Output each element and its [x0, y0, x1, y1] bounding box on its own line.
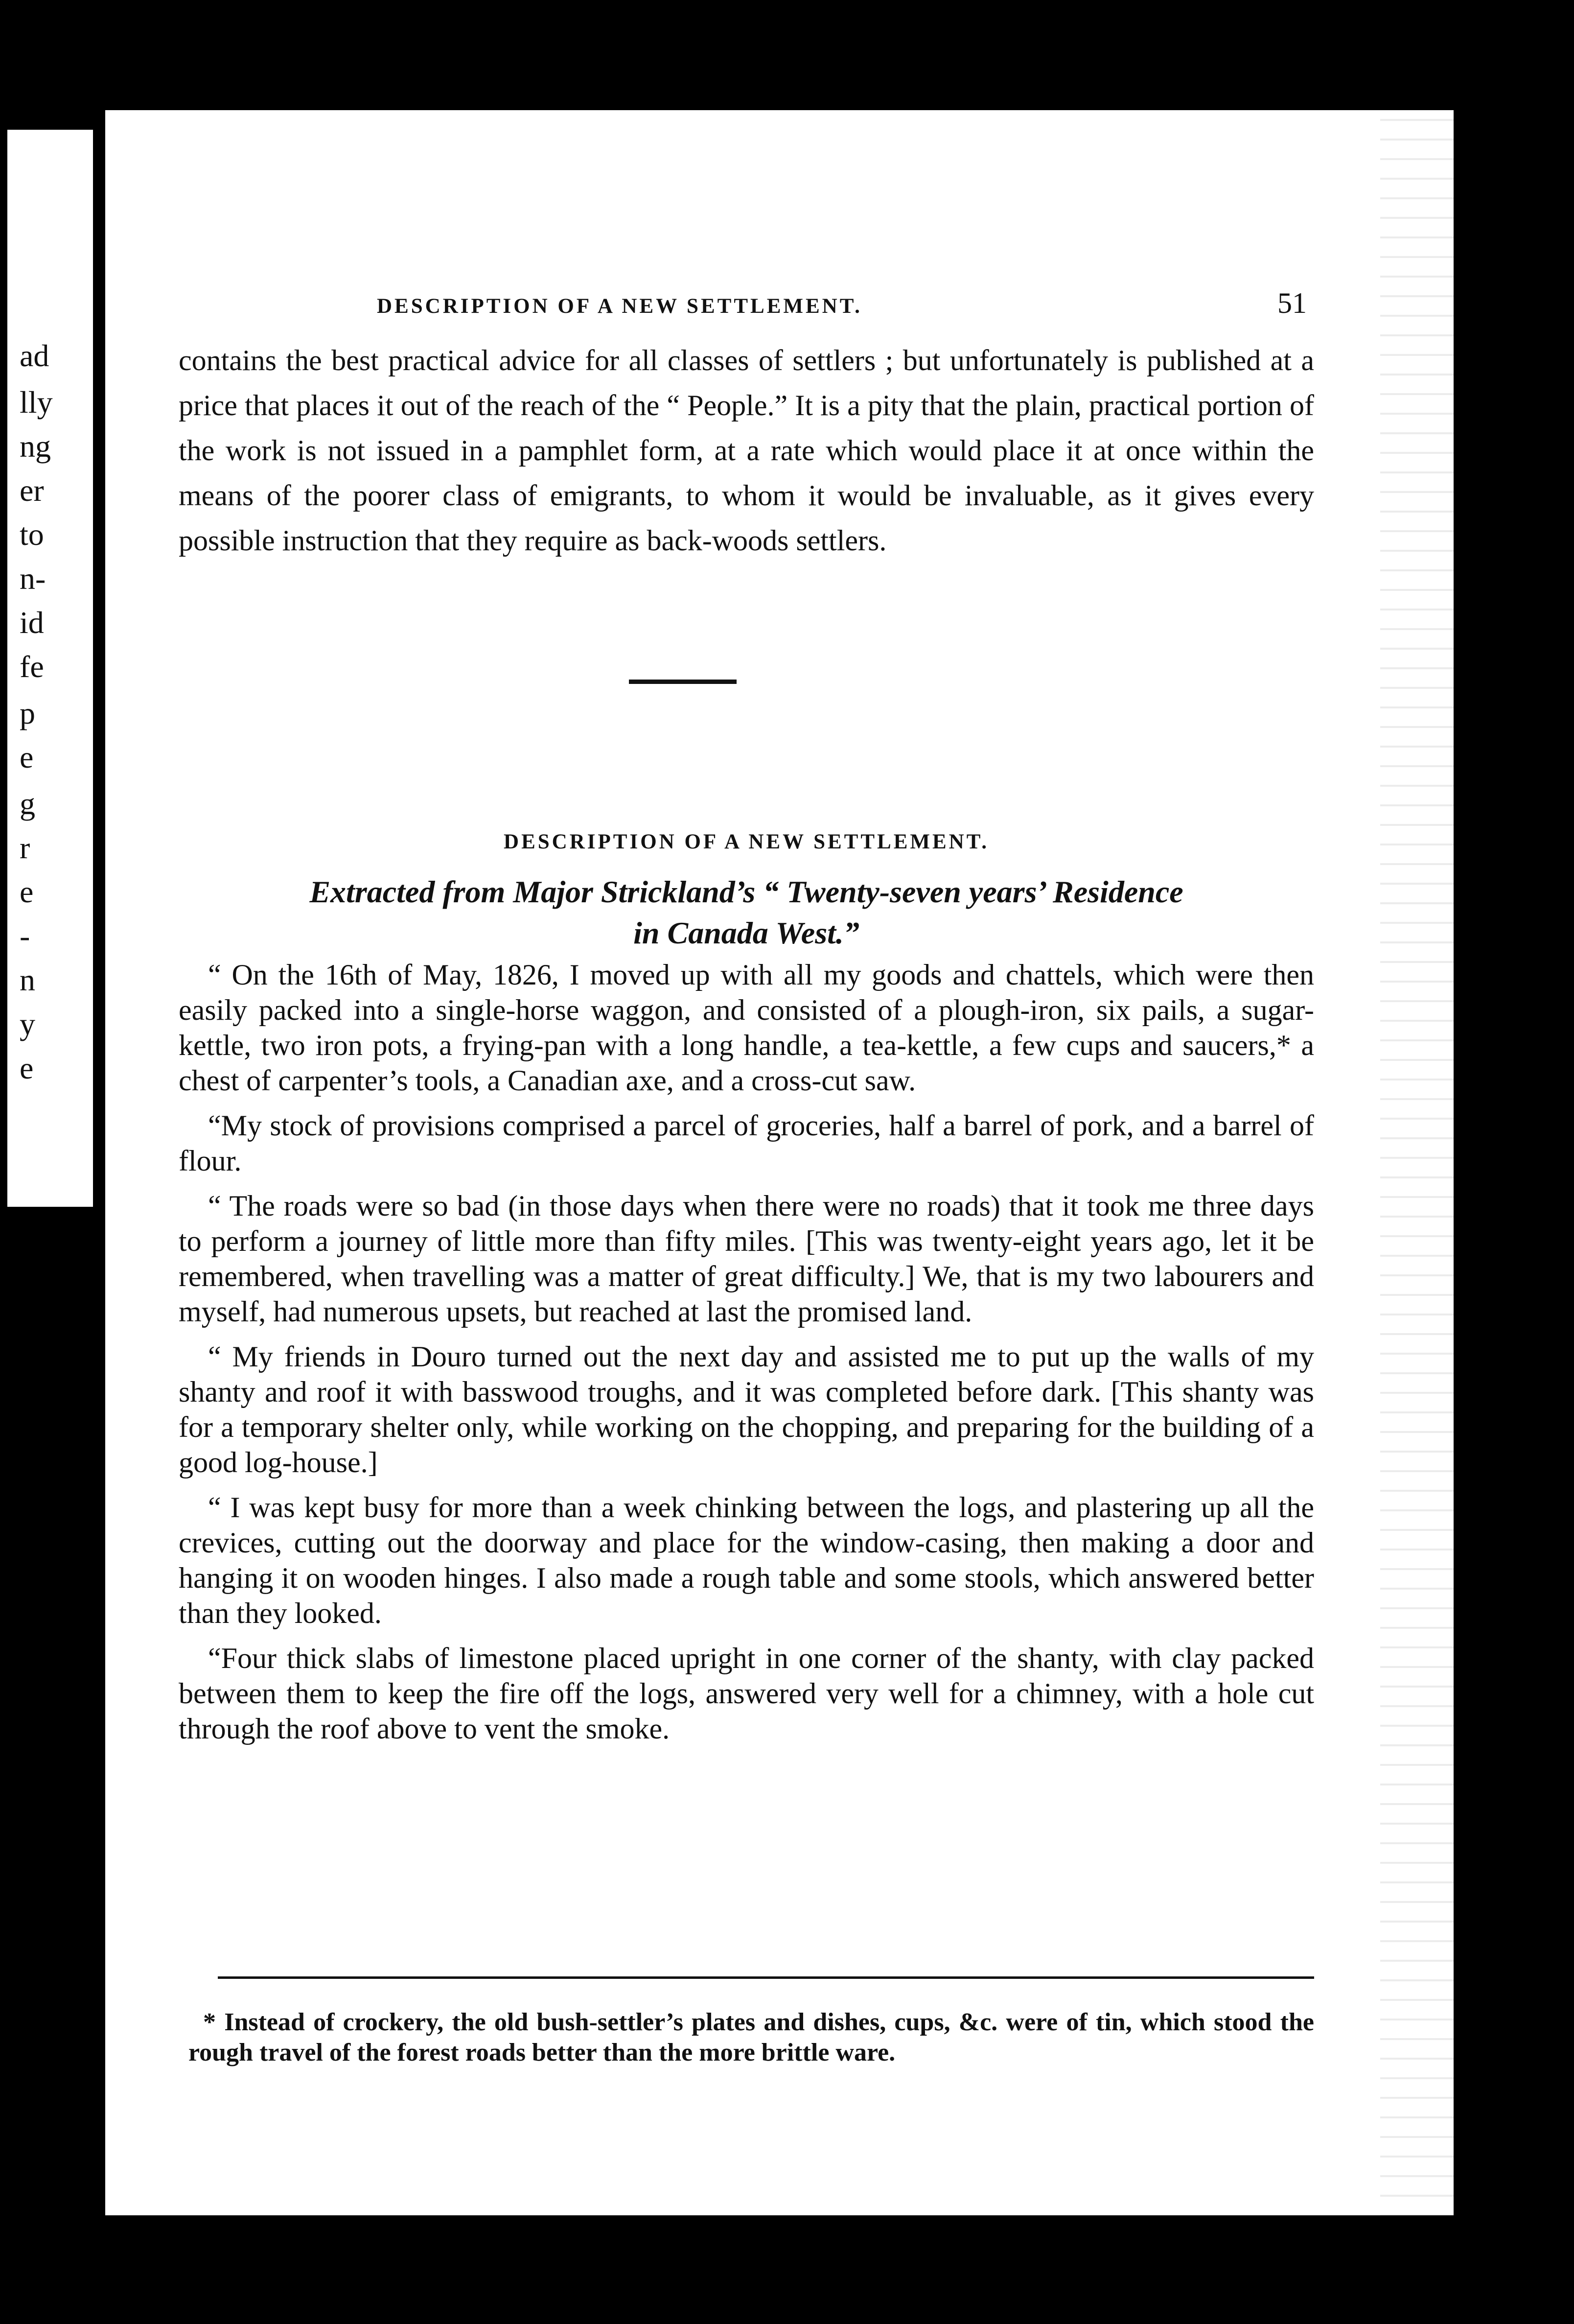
paragraph: “ My friends in Douro turned out the next day and assisted me to put up the walls of my shanty and roof it with basswood troughs, and it was completed before dark. [This shanty was for a temporary shelter only, while working on the chopping, and preparing for the building of a good log-house.]: [179, 1340, 1314, 1479]
page-number: 51: [1277, 287, 1307, 319]
left-fragment: fe: [20, 649, 44, 684]
footnote: [188, 2007, 1314, 2068]
left-fragment: n-: [20, 561, 46, 596]
left-fragment: lly: [20, 385, 53, 420]
intro-text: [179, 338, 1314, 563]
left-fragment: r: [20, 830, 30, 865]
running-head: DESCRIPTION OF A NEW SETTLEMENT.: [377, 295, 862, 318]
footnote-text: * Instead of crockery, the old bush-settler’s plates and dishes, cups, &c. were of tin, which stood the rough travel of the forest roads better than the more brittle ware.: [188, 2008, 1314, 2066]
paragraph: “My stock of provisions comprised a parcel of groceries, half a barrel of pork, and a barrel of flour.: [179, 1109, 1314, 1177]
left-fragment: y: [20, 1007, 35, 1041]
subtitle-line: in Canada West.”: [633, 916, 859, 950]
left-fragment: e: [20, 740, 34, 775]
paragraph: “ I was kept busy for more than a week chinking between the logs, and plastering up all the crevices, cutting out the doorway and place for the window-casing, then making a door and hanging it on wooden hinges. I also made a rough table and some stools, which answered better than they looked.: [179, 1491, 1314, 1629]
subtitle-line: Extracted from Major Strickland’s “ Twenty-seven years’ Residence: [309, 874, 1183, 909]
section-divider: [629, 680, 737, 684]
left-fragment: p: [20, 696, 35, 730]
page-header: [377, 286, 1307, 320]
left-fragment: g: [20, 786, 35, 821]
left-fragment: id: [20, 605, 44, 640]
left-fragment: ad: [20, 338, 49, 373]
paragraph: “ On the 16th of May, 1826, I moved up with all my goods and chattels, which were then easily packed into a single-horse waggon, and consisted of a plough-iron, six pails, a sugar-kettle, two iron pots, a frying-pan with a long handle, a tea-kettle, a few cups and saucers,* a chest of carpenter’s tools, a Canadian axe, and a cross-cut saw.: [179, 959, 1314, 1097]
paragraph: “ The roads were so bad (in those days when there were no roads) that it took me three days to perform a journey of little more than fifty miles. [This was twenty-eight years ago, let it be remembered, when travelling was a matter of great difficulty.] We, that is my two labourers and myself, had numerous upsets, but reached at last the promised land.: [179, 1190, 1314, 1328]
left-fragment: to: [20, 517, 44, 552]
left-fragment: ng: [20, 429, 51, 464]
page-edge-shading: [1380, 110, 1454, 2215]
left-fragment: -: [20, 918, 30, 953]
left-fragment: n: [20, 962, 35, 997]
book-page: [105, 110, 1454, 2215]
footnote-rule: [218, 1976, 1314, 1979]
previous-page-fragment: [7, 130, 93, 1207]
left-fragment: e: [20, 1051, 34, 1085]
previous-page-edge: [0, 0, 113, 2324]
left-fragment: er: [20, 473, 44, 508]
paragraph: “Four thick slabs of limestone placed upright in one corner of the shanty, with clay packed between them to keep the fire off the logs, answered very well for a chimney, with a hole cut through the roof above to vent the smoke.: [179, 1642, 1314, 1745]
section-title: DESCRIPTION OF A NEW SETTLEMENT.: [504, 830, 989, 853]
narrative-body: [179, 957, 1314, 1756]
left-fragment: e: [20, 874, 34, 909]
section-subtitle: [179, 871, 1314, 954]
intro-paragraph: contains the best practical advice for all classes of settlers ; but unfortunately is published at a price that places it out of the reach of the “ People.” It is a pity that the plain, practical portion of the work is not issued in a pamphlet form, at a rate which would place it at once within the means of the poorer class of emigrants, to whom it would be invaluable, as it gives every possible instruction that they require as back-woods settlers.: [179, 344, 1314, 557]
